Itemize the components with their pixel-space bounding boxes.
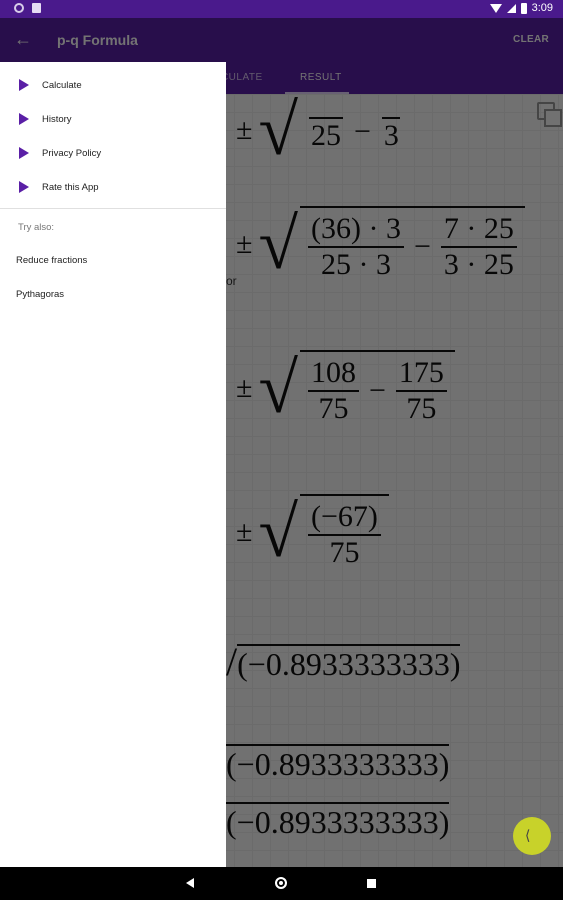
drawer-item-rate-app[interactable]	[0, 170, 226, 204]
drawer-item-label: Privacy Policy	[42, 147, 102, 159]
drawer-item-label: History	[42, 113, 72, 125]
play-icon	[19, 147, 29, 159]
status-bar	[0, 0, 563, 18]
battery-icon	[521, 3, 527, 14]
status-time: 3:09	[531, 2, 553, 14]
drawer-item-label: Calculate	[42, 79, 82, 91]
drawer-divider	[0, 208, 226, 209]
share-button[interactable]	[513, 817, 551, 855]
play-icon	[19, 79, 29, 91]
notification-dot-icon	[14, 3, 24, 13]
sd-card-icon	[32, 3, 41, 13]
play-icon	[19, 181, 29, 193]
drawer-item-privacy-policy[interactable]	[0, 136, 226, 170]
drawer-item-history[interactable]	[0, 102, 226, 136]
nav-home-icon[interactable]	[275, 877, 287, 889]
system-nav-bar	[0, 867, 563, 900]
wifi-icon	[490, 4, 502, 13]
play-icon	[19, 113, 29, 125]
nav-back-icon[interactable]	[186, 878, 194, 888]
navigation-drawer	[0, 62, 226, 867]
nav-recents-icon[interactable]	[367, 879, 376, 888]
try-also-label: Try also:	[18, 222, 55, 233]
signal-icon	[507, 4, 516, 13]
share-icon: ⟨	[525, 827, 531, 843]
drawer-item-reduce-fractions[interactable]: Reduce fractions	[16, 255, 88, 266]
drawer-item-pythagoras[interactable]: Pythagoras	[16, 289, 65, 300]
drawer-item-label: Rate this App	[42, 181, 99, 193]
drawer-item-calculate[interactable]	[0, 68, 226, 102]
